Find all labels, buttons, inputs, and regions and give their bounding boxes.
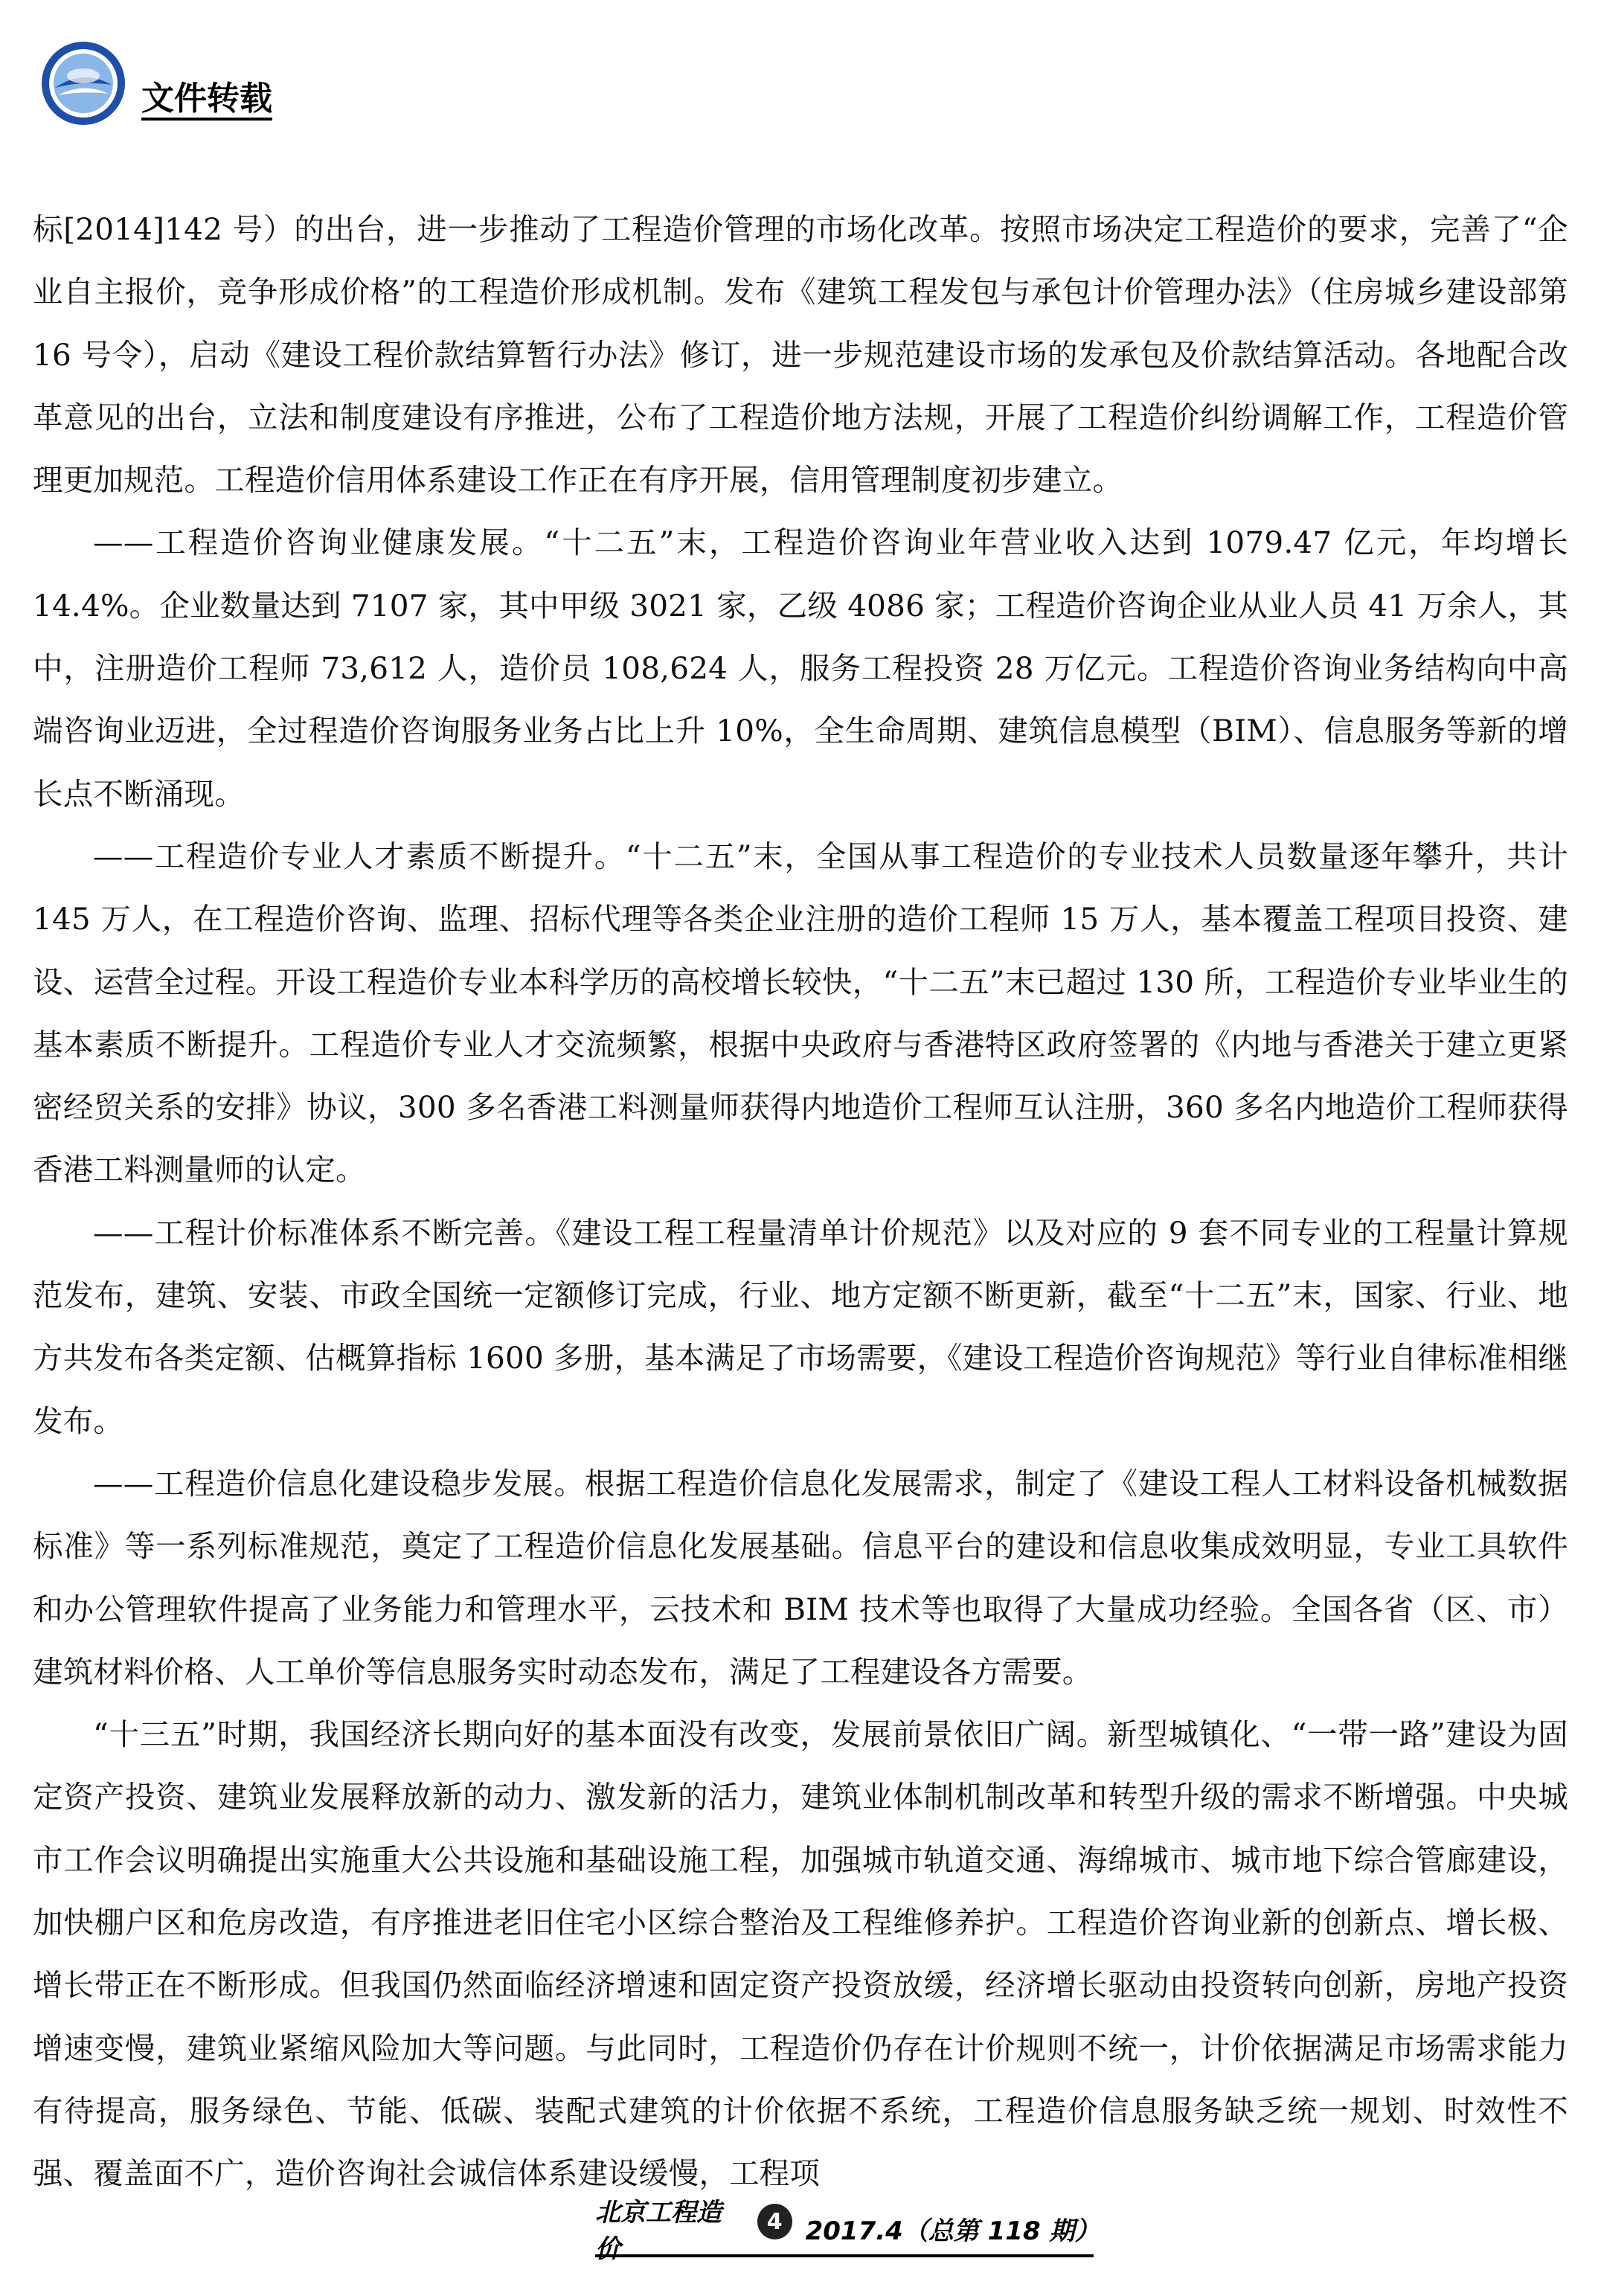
article-body: [33, 198, 1568, 2205]
page-header: [39, 39, 272, 128]
paragraph: “十三五”时期，我国经济长期向好的基本面没有改变，发展前景依旧广阔。新型城镇化、“一带一路”建设为固定资产投资、建筑业发展释放新的动力、激发新的活力，建筑业体制机制改革和转型升级的需求不断增强。中央城市工作会议明确提出实施重大公共设施和基础设施工程，加强城市轨道交通、海绵城市、城市地下综合管廊建设，加快棚户区和危房改造，有序推进老旧住宅小区综合整治及工程维修养护。工程造价咨询业新的创新点、增长极、增长带正在不断形成。但我国仍然面临经济增速和固定资产投资放缓，经济增长驱动由投资转向创新，房地产投资增速变慢，建筑业紧缩风险加大等问题。与此同时，工程造价仍存在计价规则不统一，计价依据满足市场需求能力有待提高，服务绿色、节能、低碳、装配式建筑的计价依据不系统，工程造价信息服务缺乏统一规划、时效性不强、覆盖面不广，造价咨询社会诚信体系建设缓慢，工程项: [33, 1716, 1568, 2192]
paragraph: ——工程造价信息化建设稳步发展。根据工程造价信息化发展需求，制定了《建设工程人工材料设备机械数据标准》等一系列标准规范，奠定了工程造价信息化发展基础。信息平台的建设和信息收集成效明显，专业工具软件和办公管理软件提高了业务能力和管理水平，云技术和 BIM 技术等也取得了大量成功经验。全国各省（区、市）建筑材料价格、人工单价等信息服务实时动态发布，满足了工程建设各方需要。: [33, 1465, 1568, 1690]
paragraph: ——工程造价咨询业健康发展。“十二五”末，工程造价咨询业年营业收入达到 1079.47 亿元，年均增长 14.4%。企业数量达到 7107 家，其中甲级 3021 家，乙级 4086 家；工程造价咨询企业从业人员 41 万余人，其中，注册造价工程师 73,612 人，造价员 108,624 人，服务工程投资 28 万亿元。工程造价咨询业务结构向中高端咨询业迈进，全过程造价咨询服务业务占比上升 10%，全生命周期、建筑信息模型（BIM）、信息服务等新的增长点不断涌现。: [33, 525, 1568, 812]
paragraph-continued: 标[2014]142 号）的出台，进一步推动了工程造价管理的市场化改革。按照市场决定工程造价的要求，完善了“企业自主报价，竞争形成价格”的工程造价形成机制。发布《建筑工程发包与承包计价管理办法》（住房城乡建设部第 16 号令），启动《建设工程价款结算暂行办法》修订，进一步规范建设市场的发承包及价款结算活动。各地配合改革意见的出台，立法和制度建设有序推进，公布了工程造价地方法规，开展了工程造价纠纷调解工作，工程造价管理更加规范。工程造价信用体系建设工作正在有序开展，信用管理制度初步建立。: [33, 211, 1568, 498]
issue-info: 2017.4（总第 118 期）: [805, 2216, 1100, 2246]
journal-title: 北京工程造价: [595, 2198, 722, 2264]
section-label: 文件转载: [141, 82, 272, 121]
page-number: 4: [757, 2204, 792, 2239]
org-emblem-icon: [39, 39, 128, 128]
page-footer: [0, 2198, 1598, 2264]
paragraph: ——工程计价标准体系不断完善。《建设工程工程量清单计价规范》以及对应的 9 套不同专业的工程量计算规范发布，建筑、安装、市政全国统一定额修订完成，行业、地方定额不断更新，截至“十二五”末，国家、行业、地方共发布各类定额、估概算指标 1600 多册，基本满足了市场需要，《建设工程造价咨询规范》等行业自律标准相继发布。: [33, 1214, 1568, 1439]
paragraph: ——工程造价专业人才素质不断提升。“十二五”末，全国从事工程造价的专业技术人员数量逐年攀升，共计 145 万人，在工程造价咨询、监理、招标代理等各类企业注册的造价工程师 15 万人，基本覆盖工程项目投资、建设、运营全过程。开设工程造价专业本科学历的高校增长较快，“十二五”末已超过 130 所，工程造价专业毕业生的基本素质不断提升。工程造价专业人才交流频繁，根据中央政府与香港特区政府签署的《内地与香港关于建立更紧密经贸关系的安排》协议，300 多名香港工料测量师获得内地造价工程师互认注册，360 多名内地造价工程师获得香港工料测量师的认定。: [33, 838, 1568, 1188]
footer-line: [595, 2198, 1100, 2264]
